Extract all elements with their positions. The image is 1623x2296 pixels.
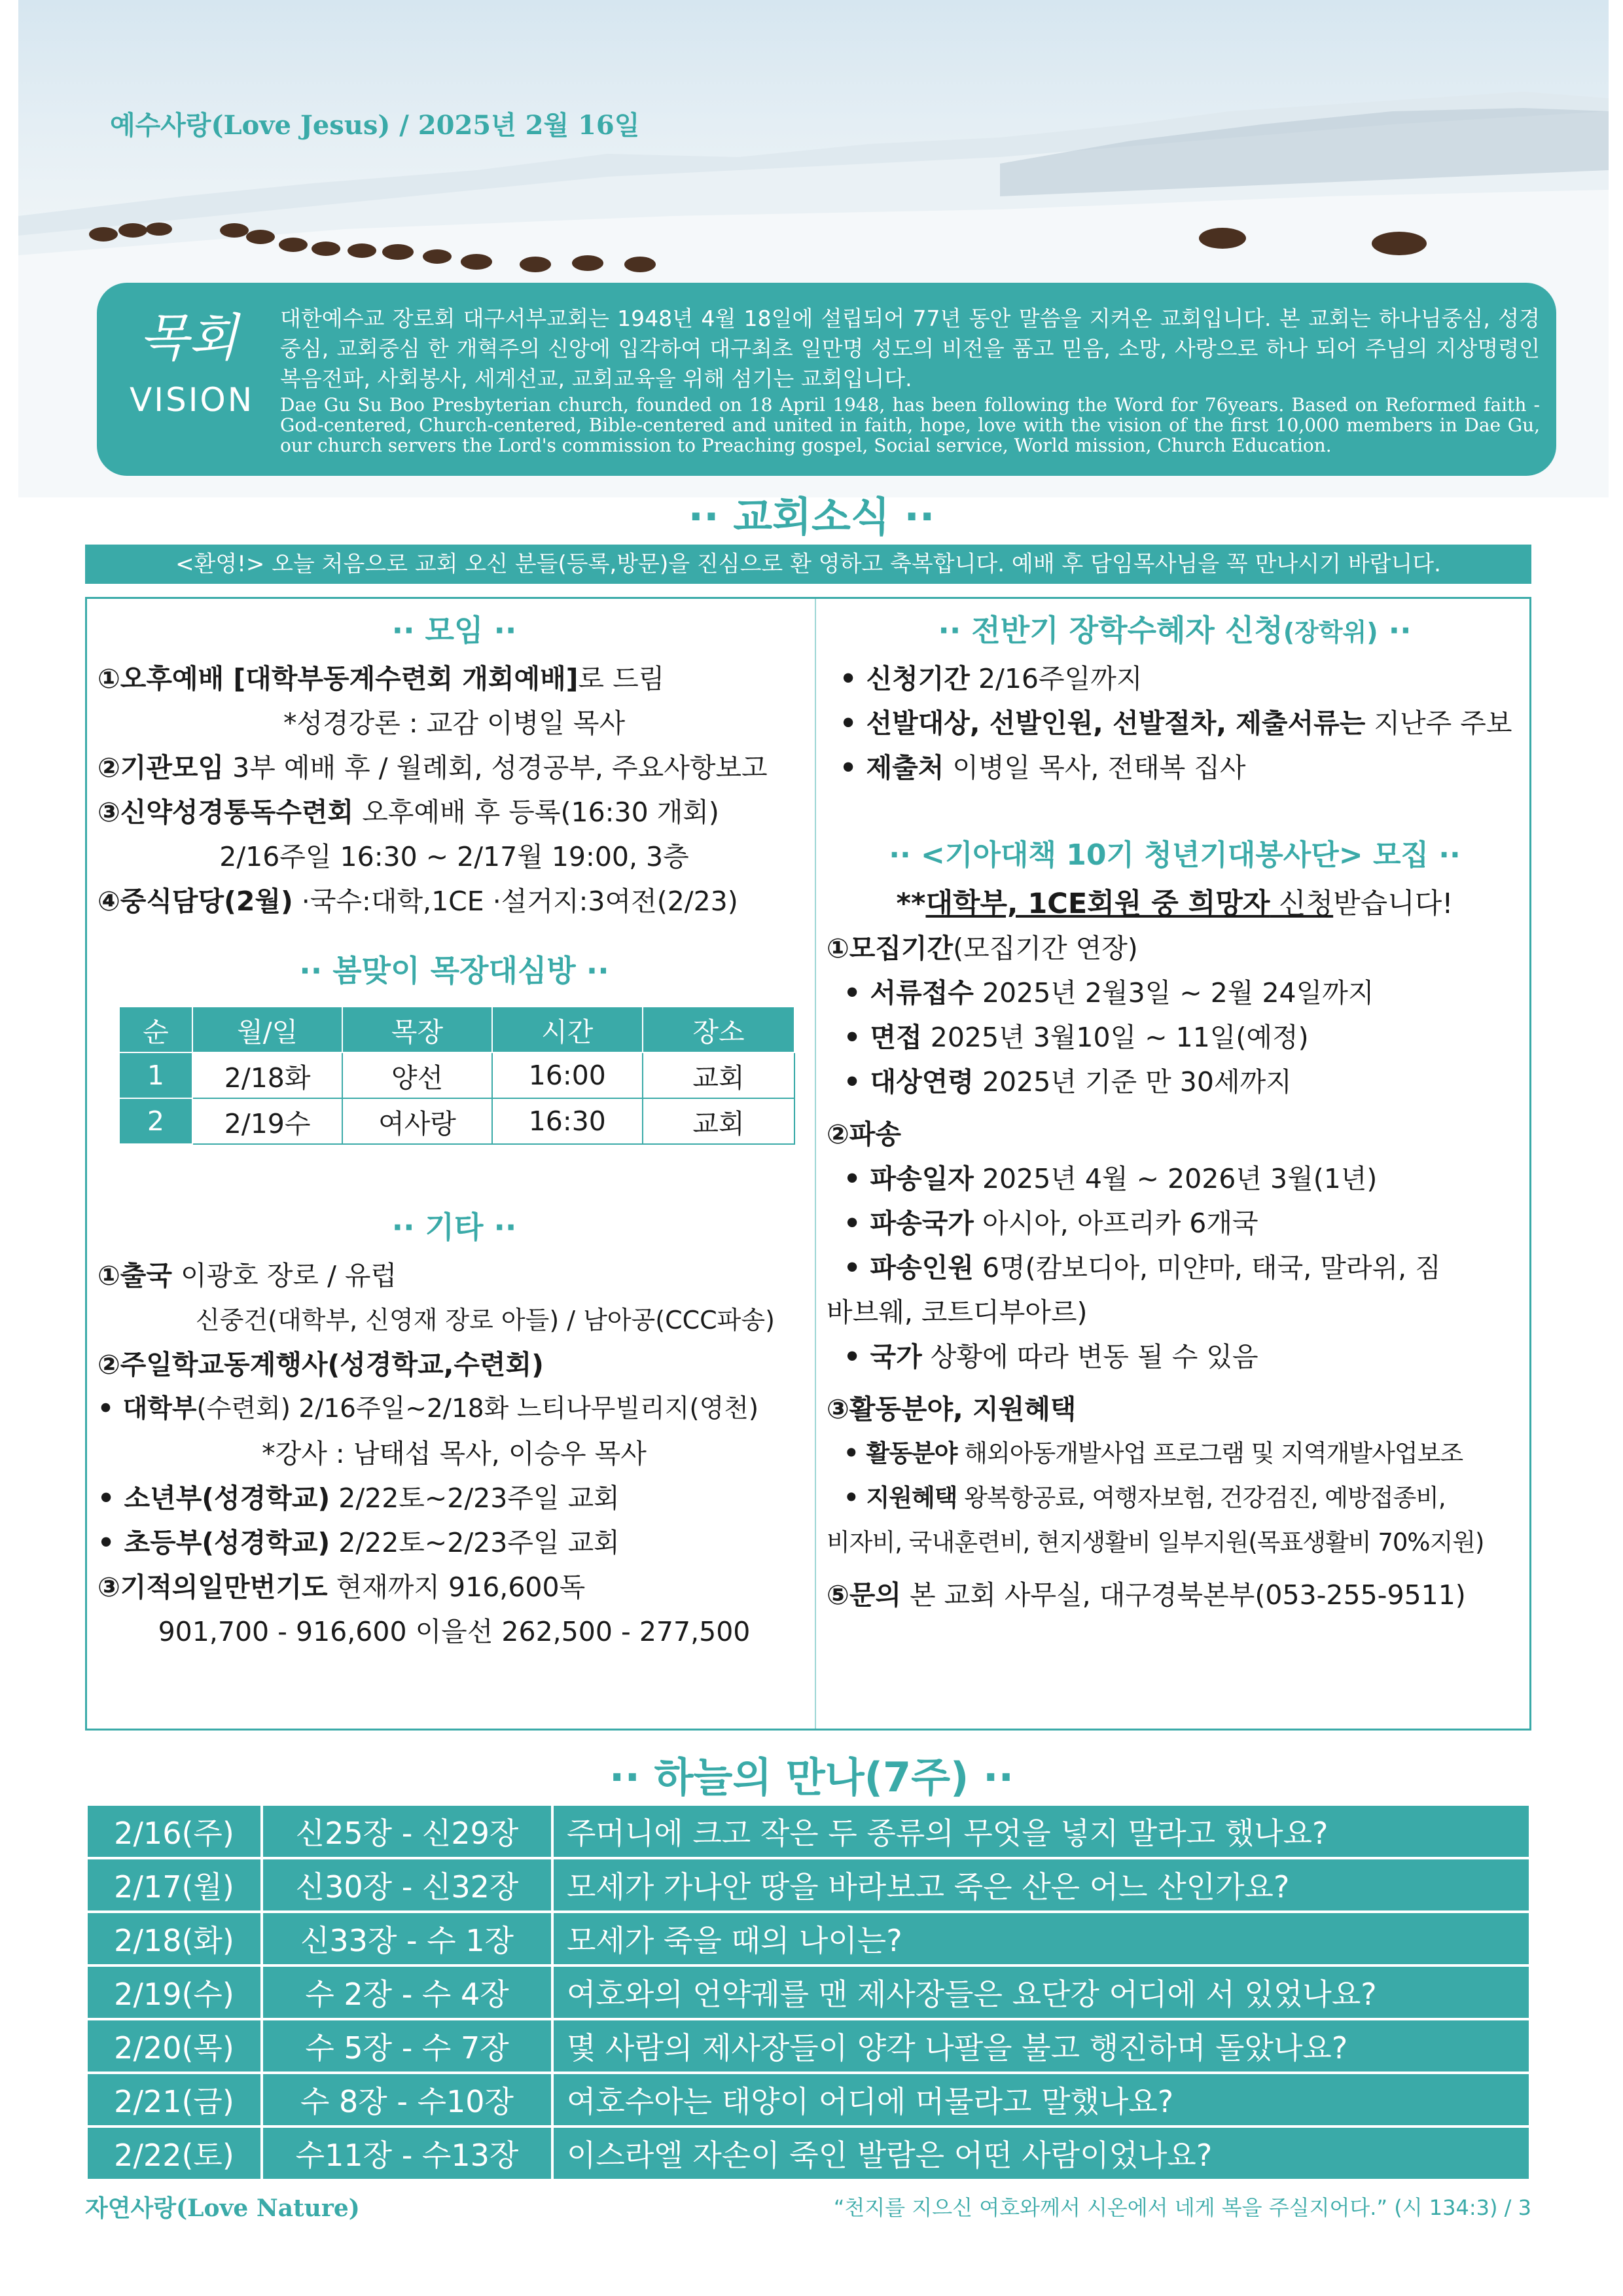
table-row bbox=[86, 1804, 1530, 1858]
manna-date: 2/21(금) bbox=[86, 2073, 262, 2126]
manna-range: 수 5장 - 수 7장 bbox=[262, 2019, 552, 2073]
visit-cell: 2/19수 bbox=[192, 1098, 343, 1144]
manna-question: 여호와의 언약궤를 맨 제사장들은 요단강 어디에 서 있었나요? bbox=[552, 1965, 1530, 2019]
volunteer-s2: ②파송 bbox=[827, 1119, 901, 1150]
manna-date: 2/16(주) bbox=[86, 1804, 262, 1858]
scholarship-title: ·· 전반기 장학수혜자 신청(장학위) ·· bbox=[938, 613, 1412, 648]
etc-line-2: 신중건(대학부, 신영재 장로 아들) / 남아공(CCC파송) bbox=[196, 1306, 775, 1335]
header-banner bbox=[18, 0, 1609, 497]
volunteer-s2d: • 국가 상황에 따라 변동 될 수 있음 bbox=[844, 1341, 1258, 1372]
volunteer-subtitle: **대학부, 1CE회원 중 희망자 신청받습니다! bbox=[896, 888, 1454, 920]
manna-question: 몇 사람의 제사장들이 양각 나팔을 불고 행진하며 돌았나요? bbox=[552, 2019, 1530, 2073]
volunteer-s2c: • 파송인원 6명(캄보디아, 미얀마, 태국, 말라위, 짐 bbox=[844, 1252, 1441, 1283]
meeting-title: ·· 모임 ·· bbox=[391, 613, 517, 648]
etc-line-5: *강사 : 남태섭 목사, 이승우 목사 bbox=[262, 1438, 647, 1469]
manna-range: 수11장 - 수13장 bbox=[262, 2126, 552, 2180]
etc-line-9: 901,700 - 916,600 이을선 262,500 - 277,500 bbox=[158, 1616, 751, 1647]
news-left-column bbox=[98, 599, 811, 1654]
manna-question: 모세가 죽을 때의 나이는? bbox=[552, 1912, 1530, 1965]
table-row bbox=[86, 1965, 1530, 2019]
volunteer-s2c-cont: 바브웨, 코트디부아르) bbox=[827, 1297, 1088, 1328]
volunteer-s5: ⑤문의 본 교회 사무실, 대구경북본부(053-255-9511) bbox=[827, 1579, 1466, 1611]
column-divider bbox=[815, 599, 816, 1729]
vision-title bbox=[130, 309, 255, 419]
visit-title: ·· 봄맞이 목장대심방 ·· bbox=[299, 953, 609, 988]
etc-line-3: ②주일학교동계행사(성경학교,수련회) bbox=[98, 1349, 544, 1380]
meeting-line-4: ③신약성경통독수련회 오후예배 후 등록(16:30 개회) bbox=[98, 797, 719, 828]
visit-table-header bbox=[119, 1007, 794, 1052]
table-row bbox=[86, 1912, 1530, 1965]
table-row bbox=[119, 1098, 794, 1144]
footer-right: “천지를 지으신 여호와께서 시온에서 네게 복을 주실지어다.” (시 134:3) / 3 bbox=[833, 2195, 1531, 2220]
footer-left: 자연사랑(Love Nature) bbox=[85, 2195, 360, 2222]
vision-panel bbox=[97, 283, 1556, 476]
visit-cell: 1 bbox=[119, 1052, 192, 1098]
welcome-banner: <환영!> 오늘 처음으로 교회 오신 분들(등록,방문)을 진심으로 환 영하고 축복합니다. 예배 후 담임목사님을 꼭 만나시기 바랍니다. bbox=[85, 545, 1531, 584]
news-box bbox=[85, 597, 1531, 1731]
manna-range: 신30장 - 신32장 bbox=[262, 1858, 552, 1912]
visit-cell: 교회 bbox=[643, 1052, 794, 1098]
manna-date: 2/20(목) bbox=[86, 2019, 262, 2073]
volunteer-s2b: • 파송국가 아시아, 아프리카 6개국 bbox=[844, 1208, 1258, 1239]
issue-date-line: 예수사랑(Love Jesus) / 2025년 2월 16일 bbox=[110, 110, 640, 141]
volunteer-s1c: • 대상연령 2025년 기준 만 30세까지 bbox=[844, 1066, 1292, 1098]
visit-cell: 여사랑 bbox=[342, 1098, 491, 1144]
table-row bbox=[119, 1052, 794, 1098]
manna-question: 주머니에 크고 작은 두 종류의 무엇을 넣지 말라고 했나요? bbox=[552, 1804, 1530, 1858]
visit-col-no: 순 bbox=[119, 1007, 192, 1052]
meeting-line-3: ②기관모임 3부 예배 후 / 월례회, 성경공부, 주요사항보고 bbox=[98, 752, 768, 783]
volunteer-s1: ①모집기간(모집기간 연장) bbox=[827, 933, 1138, 964]
manna-question: 이스라엘 자손이 죽인 발람은 어떤 사람이었나요? bbox=[552, 2126, 1530, 2180]
table-row bbox=[86, 2073, 1530, 2126]
manna-date: 2/18(화) bbox=[86, 1912, 262, 1965]
etc-title: ·· 기타 ·· bbox=[391, 1210, 517, 1245]
visit-col-place: 장소 bbox=[643, 1007, 794, 1052]
scholarship-line-2: • 선발대상, 선발인원, 선발절차, 제출서류는 지난주 주보 bbox=[840, 708, 1512, 739]
manna-title: ·· 하늘의 만나(7주) ·· bbox=[609, 1753, 1014, 1801]
volunteer-s3b: • 지원혜택 왕복항공료, 여행자보험, 건강검진, 예방접종비, bbox=[844, 1484, 1446, 1512]
scholarship-line-1: • 신청기간 2/16주일까지 bbox=[840, 663, 1143, 694]
volunteer-s1a: • 서류접수 2025년 2월3일 ~ 2월 24일까지 bbox=[844, 977, 1374, 1009]
visit-cell: 16:30 bbox=[492, 1098, 643, 1144]
visit-cell: 16:00 bbox=[492, 1052, 643, 1098]
church-news-title: ·· 교회소식 ·· bbox=[688, 493, 935, 541]
manna-range: 신33장 - 수 1장 bbox=[262, 1912, 552, 1965]
manna-range: 신25장 - 신29장 bbox=[262, 1804, 552, 1858]
visit-cell: 2 bbox=[119, 1098, 192, 1144]
meeting-line-1: ①오후예배 [대학부동계수련회 개회예배]로 드림 bbox=[98, 663, 665, 694]
table-row bbox=[86, 1858, 1530, 1912]
scholarship-line-3: • 제출처 이병일 목사, 전태복 집사 bbox=[840, 752, 1246, 783]
volunteer-s3a: • 활동분야 해외아동개발사업 프로그램 및 지역개발사업보조 bbox=[844, 1439, 1463, 1467]
visit-col-date: 월/일 bbox=[192, 1007, 343, 1052]
etc-line-8: ③기적의일만번기도 현재까지 916,600독 bbox=[98, 1571, 586, 1603]
meeting-line-5: 2/16주일 16:30 ~ 2/17월 19:00, 3층 bbox=[219, 841, 689, 872]
manna-range: 수 8장 - 수10장 bbox=[262, 2073, 552, 2126]
visit-cell: 2/18화 bbox=[192, 1052, 343, 1098]
volunteer-title: ·· <기아대책 10기 청년기대봉사단> 모집 ·· bbox=[889, 838, 1461, 872]
manna-question: 여호수아는 태양이 어디에 머물라고 말했나요? bbox=[552, 2073, 1530, 2126]
etc-line-7: • 초등부(성경학교) 2/22토~2/23주일 교회 bbox=[98, 1527, 620, 1558]
vision-text-ko: 대한예수교 장로회 대구서부교회는 1948년 4월 18일에 설립되어 77년 동안 말씀을 지켜온 교회입니다. 본 교회는 하나님중심, 성경중심, 교회중심 한 개혁주의 신앙에 입각하여 대구최초 일만명 성도의 비전을 품고 믿음, 소망, 사랑으로 하나 되어 주님의 지상명령인 복음전파, 사회봉사, 세계선교, 교회교육을 위해 섬기는 교회입니다. bbox=[280, 306, 1540, 391]
manna-date: 2/17(월) bbox=[86, 1858, 262, 1912]
meeting-line-6: ④중식담당(2월) ·국수:대학,1CE ·설거지:3여전(2/23) bbox=[98, 886, 738, 917]
visit-cell: 양선 bbox=[342, 1052, 491, 1098]
visit-col-group: 목장 bbox=[342, 1007, 491, 1052]
manna-table bbox=[85, 1803, 1531, 2181]
visit-cell: 교회 bbox=[643, 1098, 794, 1144]
manna-date: 2/19(수) bbox=[86, 1965, 262, 2019]
manna-date: 2/22(토) bbox=[86, 2126, 262, 2180]
etc-line-1: ①출국 이광호 장로 / 유럽 bbox=[98, 1260, 397, 1291]
manna-range: 수 2장 - 수 4장 bbox=[262, 1965, 552, 2019]
manna-question: 모세가 가나안 땅을 바라보고 죽은 산은 어느 산인가요? bbox=[552, 1858, 1530, 1912]
volunteer-s2a: • 파송일자 2025년 4월 ~ 2026년 3월(1년) bbox=[844, 1163, 1378, 1194]
meeting-line-2: *성경강론 : 교감 이병일 목사 bbox=[283, 708, 626, 739]
volunteer-s1b: • 면접 2025년 3월10일 ~ 11일(예정) bbox=[844, 1022, 1309, 1053]
etc-line-4: • 대학부(수련회) 2/16주일~2/18화 느티나무빌리지(영천) bbox=[98, 1394, 759, 1424]
vision-text-en: Dae Gu Su Boo Presbyterian church, founded on 18 April 1948, has been following the Word for 76years. Based on Reformed faith - God-centered, Church-centered, Bible-centered and united in faith, hope, love with the vision of the first 10,000 members in Dae Gu, our church servers the Lord's commission to Preaching gospel, Social service, World mission, Church Education. bbox=[280, 394, 1540, 456]
visit-col-time: 시간 bbox=[492, 1007, 643, 1052]
volunteer-s3: ③활동분야, 지원혜택 bbox=[827, 1393, 1077, 1425]
table-row bbox=[86, 2019, 1530, 2073]
vision-title-en: VISION bbox=[130, 381, 255, 419]
volunteer-s3b-cont: 비자비, 국내훈련비, 현지생활비 일부지원(목표생활비 70%지원) bbox=[827, 1528, 1484, 1556]
table-row bbox=[86, 2126, 1530, 2180]
etc-line-6: • 소년부(성경학교) 2/22토~2/23주일 교회 bbox=[98, 1482, 620, 1514]
visit-table bbox=[118, 1006, 795, 1145]
news-right-column bbox=[827, 599, 1523, 1617]
vision-title-ko: 목회 bbox=[139, 309, 238, 368]
